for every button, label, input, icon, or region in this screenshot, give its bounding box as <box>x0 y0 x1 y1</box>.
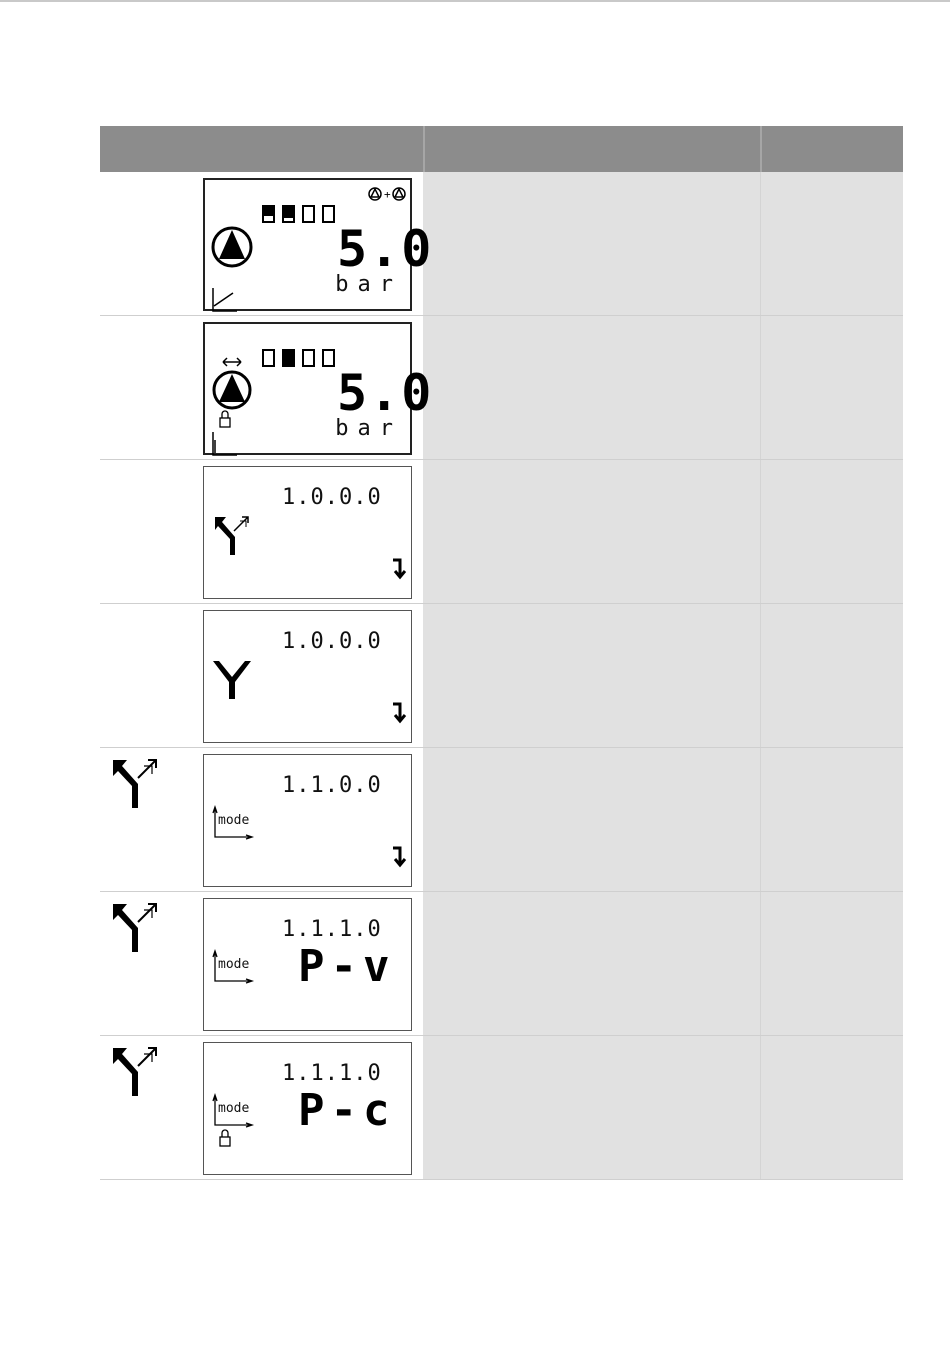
control-mode-value: P-v <box>298 941 396 992</box>
description-cell <box>423 604 760 747</box>
description-cell <box>423 748 760 891</box>
pump-icon <box>213 228 251 266</box>
unit-label: bar <box>335 272 402 297</box>
description-cell <box>423 460 760 603</box>
table-row <box>100 172 903 316</box>
menu-branch-edit-icon <box>110 758 164 812</box>
table-row <box>100 604 903 748</box>
lcd-display <box>203 898 412 1031</box>
note-cell <box>761 604 903 747</box>
table-row <box>100 316 903 460</box>
note-cell <box>761 748 903 891</box>
table-row <box>100 892 903 1036</box>
menu-number: 1.0.0.0 <box>282 485 382 510</box>
down-arrow-icon <box>393 848 405 865</box>
note-cell <box>761 172 903 315</box>
mode-label: mode <box>218 1101 250 1116</box>
table-row <box>100 460 903 604</box>
note-cell <box>761 892 903 1035</box>
lock-icon <box>220 411 230 427</box>
lock-icon <box>220 1130 230 1146</box>
settings-table <box>100 126 903 1180</box>
note-cell <box>761 1036 903 1179</box>
pump-icon <box>214 372 250 408</box>
segment-bar-icon <box>263 206 334 222</box>
header-separator <box>760 126 762 172</box>
table-row <box>100 748 903 892</box>
mode-label: mode <box>218 957 250 972</box>
note-cell <box>761 316 903 459</box>
table-row <box>100 1036 903 1180</box>
menu-branch-edit-icon <box>110 902 164 956</box>
pump-plus-pump-icon <box>369 188 405 201</box>
unit-label: bar <box>335 416 402 441</box>
description-cell <box>423 892 760 1035</box>
menu-number: 1.1.1.0 <box>282 917 382 942</box>
lcd-display <box>203 1042 412 1175</box>
menu-branch-edit-icon <box>110 1046 164 1100</box>
down-arrow-icon <box>393 704 405 721</box>
down-arrow-icon <box>393 560 405 577</box>
lcd-display <box>203 178 434 311</box>
mode-label: mode <box>218 813 250 828</box>
menu-branch-icon <box>213 661 251 699</box>
svg-text:+: + <box>384 188 391 201</box>
table-header <box>100 126 903 172</box>
note-cell <box>761 460 903 603</box>
flat-curve-icon <box>213 432 237 455</box>
description-cell <box>423 172 760 315</box>
description-cell <box>423 316 760 459</box>
control-mode-value: P-c <box>298 1085 396 1136</box>
lcd-display <box>203 466 412 599</box>
lcd-display <box>203 754 412 887</box>
menu-branch-edit-icon <box>215 517 248 555</box>
segment-bar-icon <box>263 350 334 366</box>
rising-curve-icon <box>213 288 237 311</box>
double-arrow-icon <box>223 358 241 366</box>
lcd-display <box>203 610 412 743</box>
menu-number: 1.1.1.0 <box>282 1061 382 1086</box>
description-cell <box>423 1036 760 1179</box>
pressure-value: 5.0 <box>337 220 434 278</box>
menu-number: 1.1.0.0 <box>282 773 382 798</box>
menu-number: 1.0.0.0 <box>282 629 382 654</box>
pressure-value: 5.0 <box>337 364 434 422</box>
header-separator <box>423 126 425 172</box>
lcd-display <box>203 322 434 455</box>
top-rule <box>0 0 950 2</box>
